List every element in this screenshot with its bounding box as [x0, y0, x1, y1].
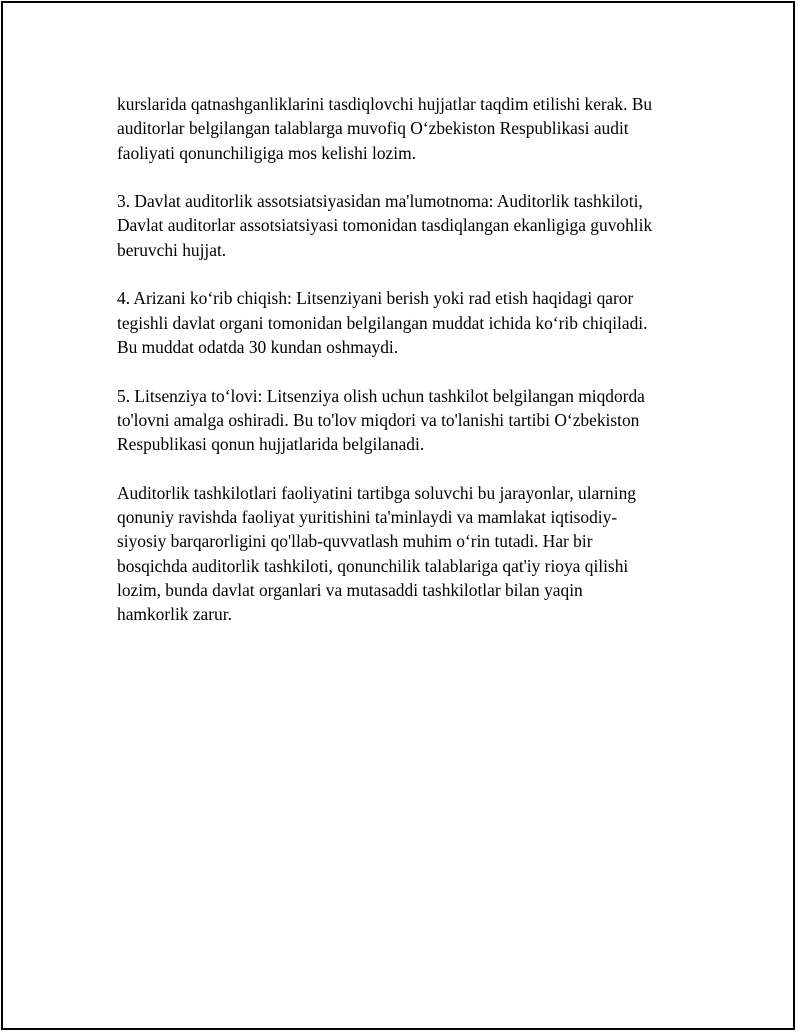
- text-line: Bu muddat odatda 30 kundan oshmaydi.: [117, 336, 399, 357]
- text-line: 3. Davlat auditorlik assotsiatsiyasidan ma'lumotnoma: Auditorlik tashkiloti,: [117, 191, 643, 212]
- text-line: kurslarida qatnashganliklarini tasdiqlovchi hujjatlar taqdim etilishi kerak. Bu: [117, 94, 653, 114]
- text-line: beruvchi hujjat.: [117, 239, 227, 260]
- text-line: Respublikasi qonun hujjatlarida belgilanadi.: [117, 434, 425, 455]
- text-line: Auditorlik tashkilotlari faoliyatini tartibga soluvchi bu jarayonlar, ularning: [117, 482, 636, 503]
- text-line: lozim, bunda davlat organlari va mutasaddi tashkilotlar bilan yaqin: [117, 579, 583, 600]
- paragraph-item-4: [117, 286, 697, 359]
- text-line: 4. Arizani ko‘rib chiqish: Litsenziyani berish yoki rad etish haqidagi qaror: [117, 288, 634, 309]
- text-line: siyosiy barqarorligini qo'llab-quvvatlash muhim o‘rin tutadi. Har bir: [117, 531, 593, 552]
- document-body: [117, 92, 697, 651]
- text-line: faoliyati qonunchiligiga mos kelishi lozim.: [117, 142, 416, 163]
- paragraph-item-3: [117, 189, 697, 262]
- paragraph-item-5: [117, 384, 697, 457]
- text-line: bosqichda auditorlik tashkiloti, qonunchilik talablariga qat'iy rioya qilishi: [117, 555, 629, 576]
- text-line: tegishli davlat organi tomonidan belgilangan muddat ichida ko‘rib chiqiladi.: [117, 312, 648, 333]
- text-line: auditorlar belgilangan talablarga muvofiq O‘zbekiston Respublikasi audit: [117, 118, 629, 139]
- text-line: Davlat auditorlar assotsiatsiyasi tomonidan tasdiqlangan ekanligiga guvohlik: [117, 215, 653, 236]
- text-line: 5. Litsenziya to‘lovi: Litsenziya olish uchun tashkilot belgilangan miqdorda: [117, 385, 645, 406]
- text-line: qonuniy ravishda faoliyat yuritishini ta'minlaydi va mamlakat iqtisodiy-: [117, 507, 618, 528]
- text-line: hamkorlik zarur.: [117, 604, 232, 625]
- text-line: to'lovni amalga oshiradi. Bu to'lov miqdori va to'lanishi tartibi O‘zbekiston: [117, 409, 640, 430]
- paragraph-conclusion: [117, 481, 697, 627]
- paragraph-continuation: [117, 92, 697, 165]
